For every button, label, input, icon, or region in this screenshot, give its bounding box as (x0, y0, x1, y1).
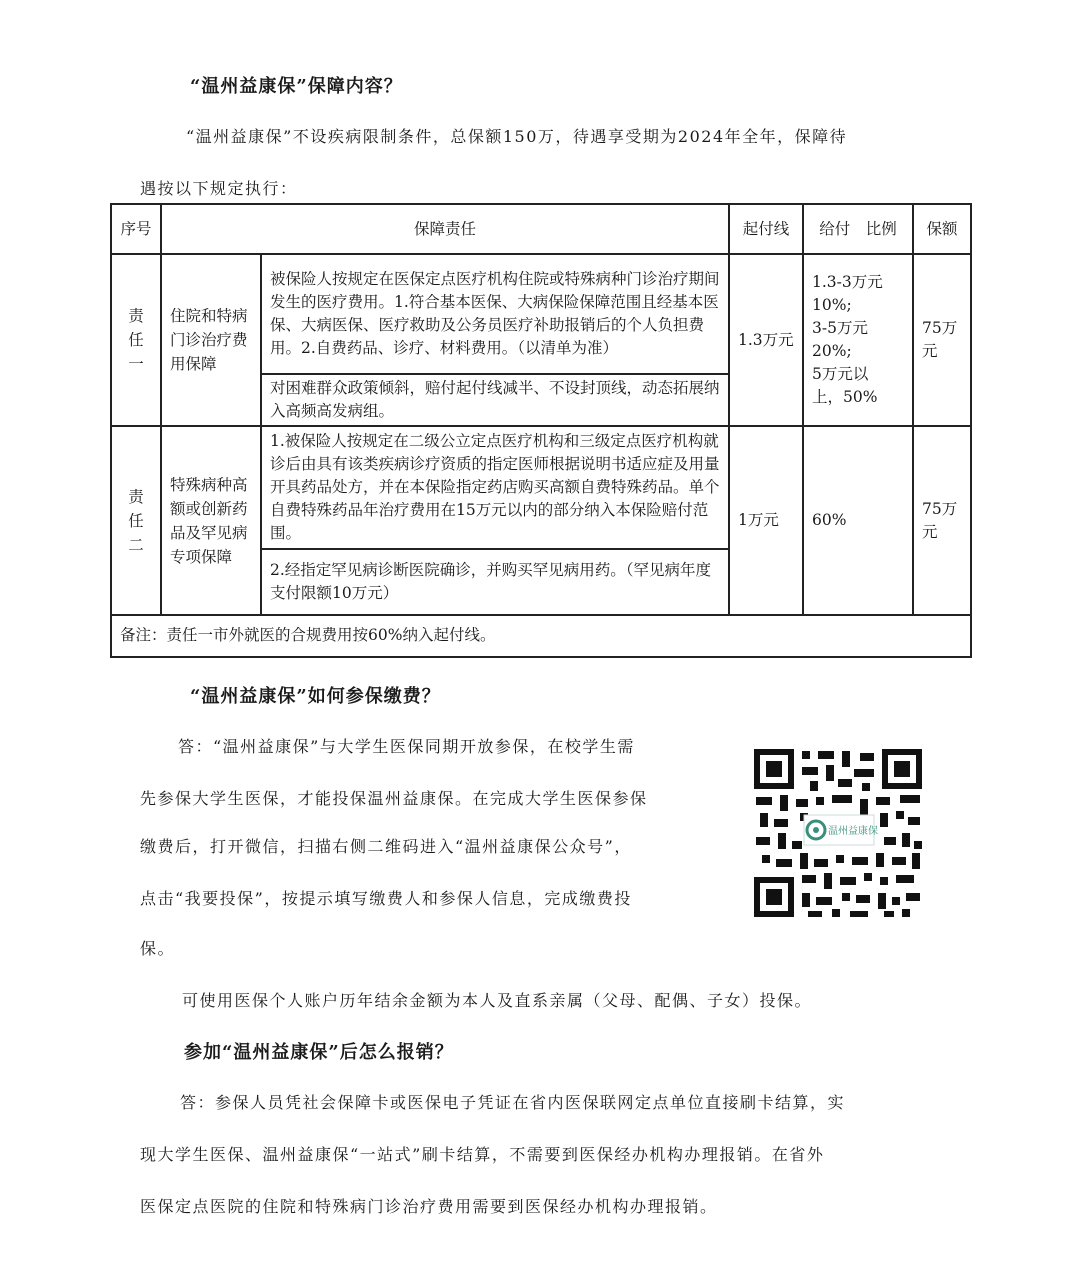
row1-amount: 75万元 (913, 254, 971, 426)
claim-line: 医保定点医院的住院和特殊病门诊治疗费用需要到医保经办机构办理报销。 (140, 1197, 718, 1216)
wechat-qr-code[interactable] (752, 747, 924, 919)
table-header-row (111, 204, 971, 254)
row1-ratio-line: 10%; (812, 296, 852, 315)
row1-detail-a: 被保险人按规定在医保定点医疗机构住院或特殊病种门诊治疗期间发生的医疗费用。1.符合基本医保、大病保险保障范围且经基本医保、大病医保、医疗救助及公务员医疗补助报销后的个人负担费用。2.自费药品、诊疗、材料费用。（以清单为准） (261, 254, 729, 374)
enroll-line: 点击“我要投保”，按提示填写缴费人和参保人信息，完成缴费投 (140, 889, 632, 908)
row2-detail-b: 2.经指定罕见病诊断医院确诊，并购买罕见病用药。（罕见病年度支付限额10万元） (261, 549, 729, 615)
header-responsibility: 保障责任 (161, 204, 729, 254)
qr-logo-text: 温州益康保 (828, 826, 878, 837)
enroll-line: 缴费后，打开微信，扫描右侧二维码进入“温州益康保公众号”， (140, 837, 632, 856)
header-seq: 序号 (111, 204, 161, 254)
claim-title: 参加“温州益康保”后怎么报销？ (184, 1042, 454, 1063)
enroll-line: 保。 (140, 939, 176, 958)
row2-name: 特殊病种高额或创新药品及罕见病专项保障 (161, 426, 261, 614)
header-deductible: 起付线 (729, 204, 803, 254)
row1-seq: 责任一 (111, 254, 161, 426)
enroll-title: “温州益康保”如何参保缴费？ (190, 686, 441, 707)
row1-ratio (803, 254, 913, 426)
intro-line-2: 遇按以下规定执行： (140, 179, 298, 198)
row2-deductible: 1万元 (729, 426, 803, 614)
header-ratio: 给付 比例 (803, 204, 913, 254)
row2-ratio: 60% (803, 426, 913, 614)
claim-line: 现大学生医保、温州益康保“一站式”刷卡结算，不需要到医保经办机构办理报销。在省外 (140, 1145, 825, 1164)
row1-ratio-line: 3-5万元 (812, 319, 868, 338)
coverage-title: “温州益康保”保障内容？ (190, 76, 403, 97)
table-row (111, 426, 971, 548)
row1-ratio-line: 5万元以 (812, 365, 869, 384)
row2-amount: 75万元 (913, 426, 971, 614)
row1-detail-b: 对困难群众政策倾斜，赔付起付线减半、不设封顶线，动态拓展纳入高频高发病组。 (261, 374, 729, 426)
account-note: 可使用医保个人账户历年结余金额为本人及直系亲属（父母、配偶、子女）投保。 (182, 991, 813, 1010)
row1-ratio-line: 20%; (812, 342, 852, 361)
qr-code-icon (752, 747, 924, 919)
claim-line: 答：参保人员凭社会保障卡或医保电子凭证在省内医保联网定点单位直接刷卡结算，实 (180, 1093, 846, 1112)
enroll-line: 答：“温州益康保”与大学生医保同期开放参保，在校学生需 (178, 737, 635, 756)
header-amount: 保额 (913, 204, 971, 254)
coverage-table (110, 203, 972, 658)
row1-ratio-line: 上，50% (812, 388, 878, 407)
row1-name: 住院和特病门诊治疗费用保障 (161, 254, 261, 426)
row2-detail-a: 1.被保险人按规定在二级公立定点医疗机构和三级定点医疗机构就诊后由具有该类疾病诊疗资质的指定医师根据说明书适应症及用量开具药品处方，并在本保险指定药店购买高额自费特殊药品。单个自费特殊药品年治疗费用在15万元以内的部分纳入本保险赔付范围。 (261, 426, 729, 548)
table-note: 备注：责任一市外就医的合规费用按60%纳入起付线。 (111, 615, 971, 657)
row1-deductible: 1.3万元 (729, 254, 803, 426)
intro-line-1: “温州益康保”不设疾病限制条件，总保额150万，待遇享受期为2024年全年，保障待 (186, 127, 848, 146)
table-row (111, 254, 971, 374)
row1-ratio-line: 1.3-3万元 (812, 273, 883, 292)
row2-seq: 责任二 (111, 426, 161, 614)
enroll-line: 先参保大学生医保，才能投保温州益康保。在完成大学生医保参保 (140, 789, 648, 808)
table-note-row (111, 615, 971, 657)
